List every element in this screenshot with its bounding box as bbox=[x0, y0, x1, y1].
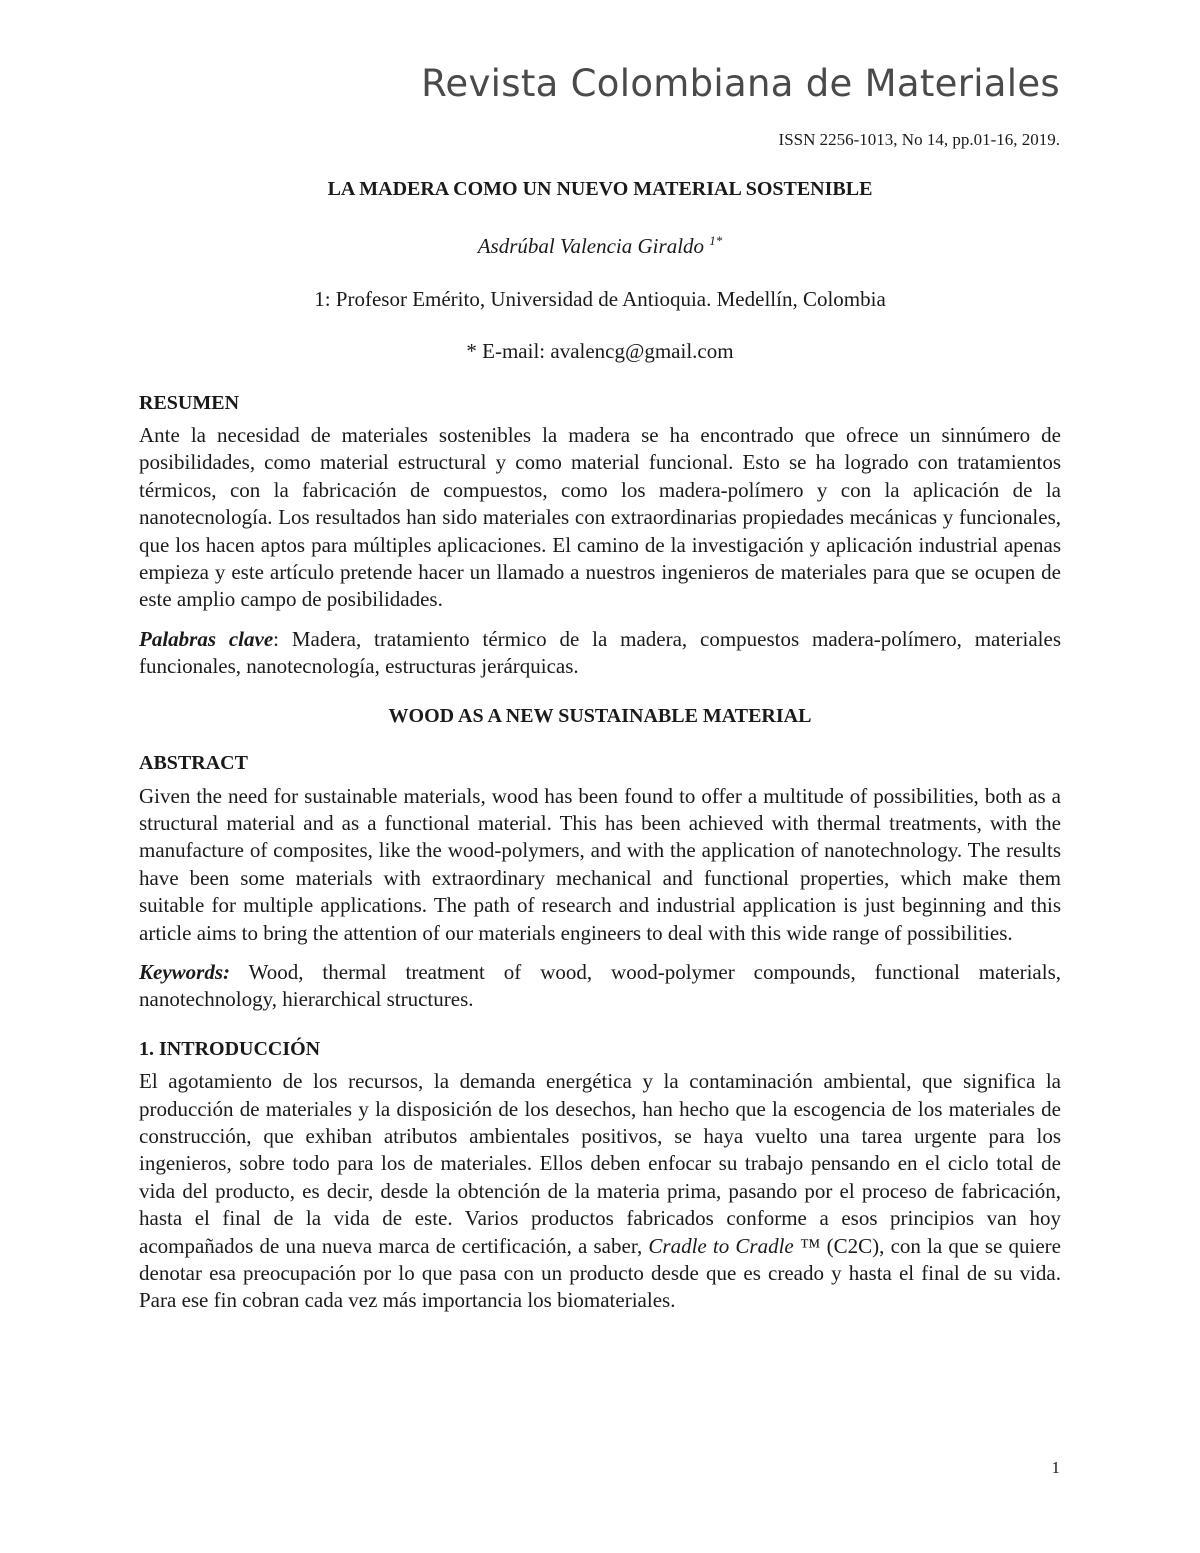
keywords bbox=[139, 959, 1061, 1014]
resumen-body: Ante la necesidad de materiales sostenibles la madera se ha encontrado que ofrece un sinnúmero de posibilidades, como material estructural y como material funcional. Esto se ha logrado con tratamientos térmicos, con la fabricación de compuestos, como los madera-polímero y con la aplicación de la nanotecnología. Los resultados han sido materiales con extraordinarias propiedades mecánicas y funcionales, que los hacen aptos para múltiples aplicaciones. El camino de la investigación y aplicación industrial apenas empieza y este artículo pretende hacer un llamado a nuestros ingenieros de materiales para que se ocupen de este amplio campo de posibilidades. bbox=[139, 423, 1061, 612]
author-mark: 1* bbox=[709, 233, 723, 249]
issn-line: ISSN 2256-1013, No 14, pp.01-16, 2019. bbox=[778, 130, 1060, 149]
title-spanish: LA MADERA COMO UN NUEVO MATERIAL SOSTENIBLE bbox=[327, 178, 873, 200]
palabras-clave bbox=[139, 626, 1061, 681]
introduccion-text-2: ™ (C2C), con la que se quiere denotar esa preocupación por lo que pasa con un producto desde que es creado y hasta el final de su vida. Para ese fin cobran cada vez más importancia los biomateriales. bbox=[139, 1233, 1061, 1313]
keywords-text: Wood, thermal treatment of wood, wood-polymer compounds, functional materials, nanotechnology, hierarchical structures. bbox=[139, 959, 1061, 1012]
page-number: 1 bbox=[1051, 1458, 1060, 1477]
keywords-label: Keywords: bbox=[139, 959, 230, 984]
article-body bbox=[139, 172, 1061, 1315]
author bbox=[139, 227, 1061, 260]
author-name: Asdrúbal Valencia Giraldo bbox=[477, 234, 705, 259]
introduccion-body bbox=[139, 1068, 1061, 1315]
introduccion-text-1: El agotamiento de los recursos, la demanda energética y la contaminación ambiental, que significa la producción de materiales y la disposición de los desechos, han hecho que la escogencia de los materiales de construcción, que exhiban atributos ambientales positivos, se haya vuelto una tarea urgente para los ingenieros, sobre todo para los de materiales. Ellos deben enfocar su trabajo pensando en el ciclo total de vida del producto, es decir, desde la obtención de la materia prima, pasando por el proceso de fabricación, hasta el final de la vida de este. Varios productos fabricados conforme a esos principios van hoy acompañados de una nueva marca de certificación, a saber, bbox=[139, 1069, 1061, 1258]
author-email: * E-mail: avalencg@gmail.com bbox=[466, 339, 734, 364]
cradle-to-cradle: Cradle to Cradle bbox=[648, 1233, 794, 1258]
title-english: WOOD AS A NEW SUSTAINABLE MATERIAL bbox=[388, 704, 812, 727]
journal-title: Revista Colombiana de Materiales bbox=[421, 62, 1060, 105]
palabras-clave-text: : Madera, tratamiento térmico de la madera, compuestos madera-polímero, materiales funcionales, nanotecnología, estructuras jerárquicas. bbox=[139, 626, 1061, 679]
resumen-heading: RESUMEN bbox=[139, 391, 240, 414]
abstract-heading: ABSTRACT bbox=[139, 752, 248, 775]
palabras-clave-label: Palabras clave bbox=[139, 626, 274, 651]
introduccion-heading: 1. INTRODUCCIÓN bbox=[139, 1037, 321, 1060]
affiliation: 1: Profesor Emérito, Universidad de Antioquia. Medellín, Colombia bbox=[314, 286, 886, 311]
abstract-body: Given the need for sustainable materials, wood has been found to offer a multitude of possibilities, both as a structural material and as a functional material. This has been achieved with thermal treatments, with the manufacture of composites, like the wood-polymers, and with the application of nanotechnology. The results have been some materials with extraordinary mechanical and functional properties, which make them suitable for multiple applications. The path of research and industrial application is just beginning and this article aims to bring the attention of our materials engineers to deal with this wide range of possibilities. bbox=[139, 783, 1061, 945]
